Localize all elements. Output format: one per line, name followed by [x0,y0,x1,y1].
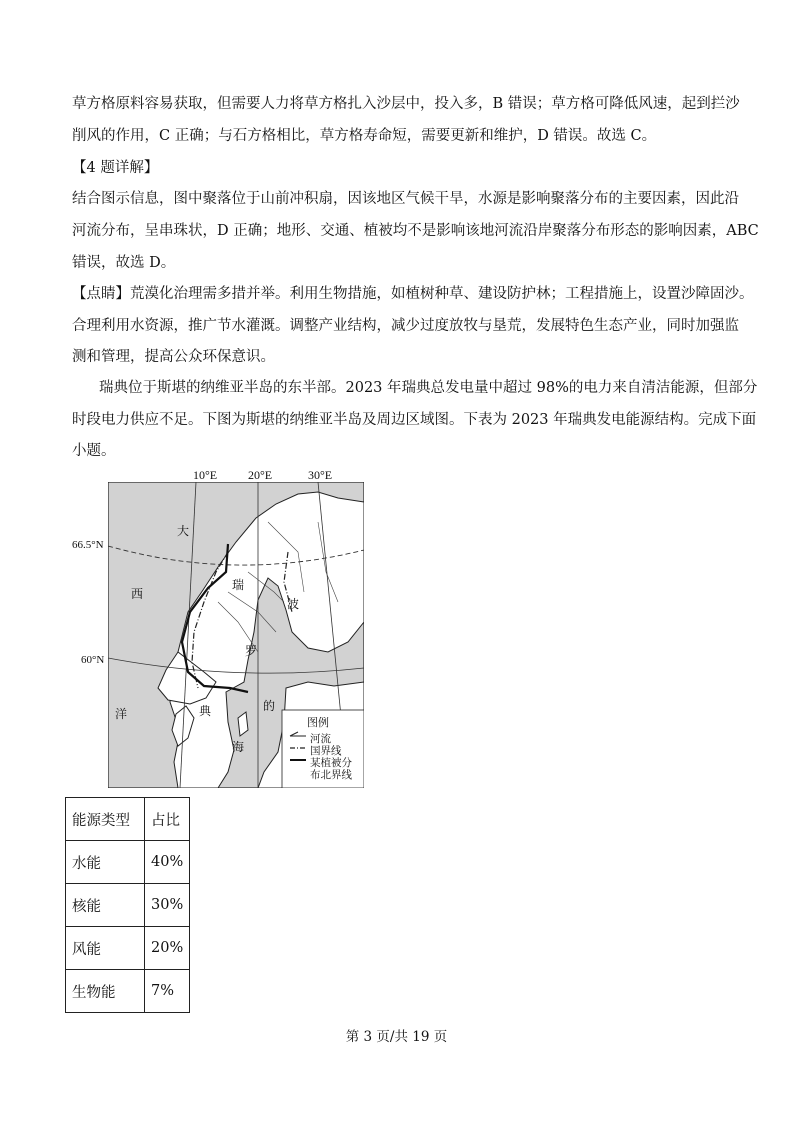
table-cell: 7% [145,970,190,1013]
paragraph-line: 河流分布，呈串珠状，D 正确；地形、交通、植被均不是影响该地河流沿岸聚落分布形态的影响因素，ABC [72,223,759,239]
lon-30-label: 30°E [308,468,333,482]
map-label: 西 [131,587,144,601]
map-label: 波 [287,597,300,611]
legend-veg-line: 某植被分 [310,757,352,769]
map-label: 洋 [115,707,128,721]
section-heading: 【4 题详解】 [72,160,159,176]
paragraph-line: 小题。 [72,443,116,459]
page-footer: 第 3 页/共 19 页 [345,1029,448,1045]
table-cell: 20% [145,927,190,970]
map-label: 海 [232,740,245,754]
lon-20-label: 20°E [248,468,273,482]
legend-veg-line: 布北界线 [310,769,352,781]
table-row [66,884,190,927]
table-row [66,841,190,884]
legend-title: 图例 [307,716,329,729]
map-label: 瑞 [232,578,245,592]
paragraph-line: 结合图示信息，图中聚落位于山前冲积扇，因该地区气候干旱，水源是影响聚落分布的主要因素，因此沿 [72,191,739,207]
table-row [66,927,190,970]
table-cell: 水能 [66,841,145,884]
table-cell: 风能 [66,927,145,970]
legend-river: 河流 [310,733,331,745]
table-cell: 生物能 [66,970,145,1013]
table-cell: 40% [145,841,190,884]
energy-structure-table [65,797,190,1013]
paragraph-line: 测和管理，提高公众环保意识。 [72,349,275,365]
paragraph-line: 错误，故选 D。 [72,255,176,271]
lat-60-label: 60°N [81,654,105,666]
map-label: 的 [263,699,276,713]
paragraph-line: 削风的作用，C 正确；与石方格相比，草方格寿命短，需要更新和维护，D 错误。故选 C。 [72,128,657,144]
paragraph-line: 瑞典位于斯堪的纳维亚半岛的东半部。2023 年瑞典总发电量中超过 98%的电力来自清洁能源，但部分 [99,380,758,396]
paragraph-line: 合理利用水资源，推广节水灌溉。调整产业结构，减少过度放牧与垦荒，发展特色生态产业，同时加强监 [72,318,739,334]
lon-10-label: 10°E [193,468,218,482]
map-label: 罗 [245,644,258,658]
table-row [66,970,190,1013]
table-cell: 30% [145,884,190,927]
table-header-row [66,798,190,841]
table-header-cell: 能源类型 [66,798,145,841]
paragraph-line: 时段电力供应不足。下图为斯堪的纳维亚半岛及周边区域图。下表为 2023 年瑞典发电能源结构。完成下面 [72,412,757,428]
legend-border: 国界线 [310,745,342,757]
paragraph-line: 【点睛】荒漠化治理需多措并举。利用生物措施，如植树种草、建设防护林；工程措施上，设置沙障固沙。 [72,286,754,302]
lat-66-label: 66.5°N [72,539,104,551]
map-label: 典 [199,704,212,718]
table-cell: 核能 [66,884,145,927]
paragraph-line: 草方格原料容易获取，但需要人力将草方格扎入沙层中，投入多，B 错误；草方格可降低风速，起到拦沙 [72,96,740,112]
map-label: 大 [177,524,190,538]
table-header-cell: 占比 [145,798,190,841]
